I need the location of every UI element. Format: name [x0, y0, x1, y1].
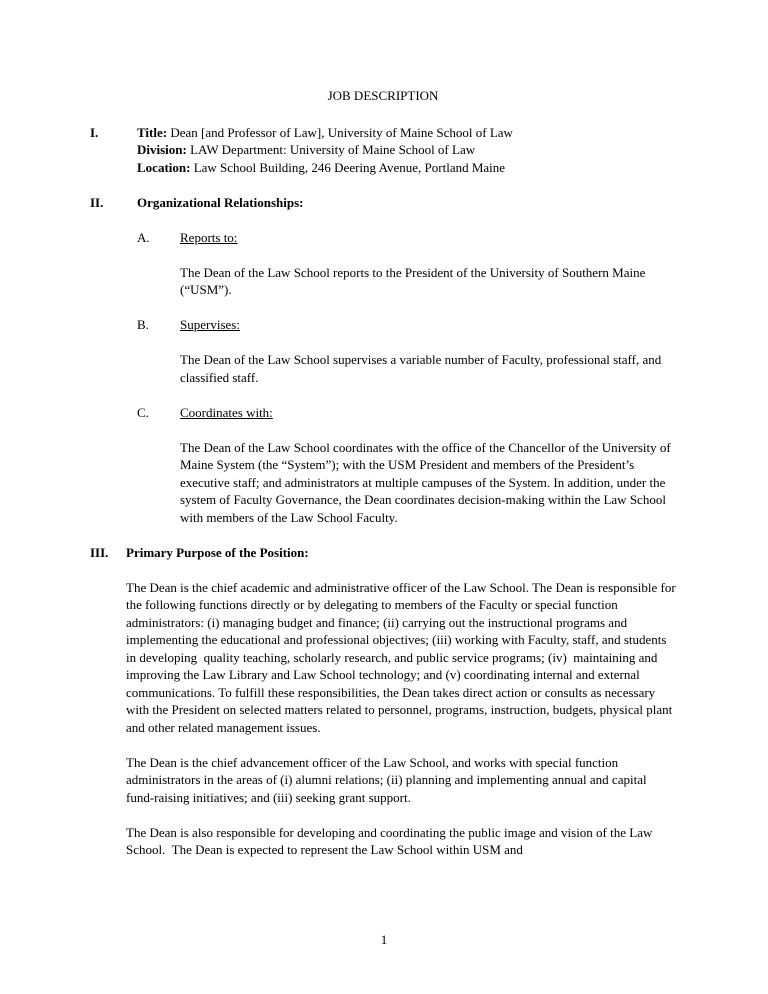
section-iii-heading-row: [90, 544, 676, 562]
subsection-a-body: The Dean of the Law School reports to the President of the University of Southern Maine (“USM”).: [180, 264, 649, 297]
subsection-c-heading-row: [137, 404, 676, 422]
subsection-b-heading: Supervises:: [180, 317, 240, 332]
page-number: 1: [380, 931, 388, 947]
doc-title: JOB DESCRIPTION: [327, 88, 439, 103]
section-ii-heading-row: [90, 194, 676, 212]
subsection-a-letter: A.: [137, 229, 150, 245]
field-line-title: [137, 124, 513, 142]
subsection-c-letter: C.: [137, 404, 149, 420]
field-label-division: Division:: [137, 142, 187, 157]
field-value-title: Dean [and Professor of Law], University of Maine School of Law: [167, 124, 513, 140]
section-i: [90, 124, 676, 194]
field-line-location: [137, 159, 513, 177]
field-line-division: [137, 141, 513, 159]
paragraph-primary-purpose-1: The Dean is the chief academic and administrative officer of the Law School. The Dean is responsible for the following functions directly or by delegating to members of the Faculty or special function administrators: (i) managing budget and finance; (ii) carrying out the instructional programs and implementing the educational and professional objectives; (iii) working with Faculty, staff, and students in developing quality teaching, scholarly research, and public service programs; (iv) maintaining and improving the Law Library and Law School technology; and (v) coordinating internal and external communications. To fulfill these responsibilities, the Dean takes direct action or consults as necessary with the President on selected matters related to personnel, programs, instruction, budgets, physical plant and other related management issues.: [126, 579, 679, 735]
section-iii-numeral: III.: [90, 544, 109, 560]
subsection-b-heading-row: [137, 316, 676, 334]
field-value-location: Law School Building, 246 Deering Avenue, Portland Maine: [190, 159, 506, 175]
field-label-location: Location:: [137, 159, 191, 175]
subsection-a-heading-row: [137, 229, 676, 247]
subsection-c-body: The Dean of the Law School coordinates with the office of the Chancellor of the University of Maine System (the “System”); with the USM President and members of the President’s executive staff; and administrators at multiple campuses of the System. In addition, under the system of Faculty Governance, the Dean coordinates decision-making within the Law School with members of the Law School Faculty.: [180, 439, 674, 525]
section-i-fields: [137, 124, 513, 194]
section-ii-numeral: II.: [90, 194, 104, 210]
section-ii-heading: Organizational Relationships:: [137, 194, 304, 210]
section-iii-heading: Primary Purpose of the Position:: [126, 544, 309, 560]
field-label-title: Title:: [137, 124, 168, 140]
paragraph-primary-purpose-3: The Dean is also responsible for developing and coordinating the public image and vision of the Law School. The Dean is expected to represent the Law School within USM and: [126, 824, 656, 857]
subsection-b-body: The Dean of the Law School supervises a variable number of Faculty, professional staff, and classified staff.: [180, 352, 665, 385]
subsection-c-heading: Coordinates with:: [180, 404, 273, 420]
subsection-a-heading: Reports to:: [180, 229, 238, 245]
field-value-division: LAW Department: University of Maine School of Law: [186, 142, 476, 157]
paragraph-primary-purpose-2: The Dean is the chief advancement officer of the Law School, and works with special function administrators in the areas of (i) alumni relations; (ii) planning and implementing annual and capital fund-raising initiatives; and (iii) seeking grant support.: [126, 754, 650, 805]
subsection-b-letter: B.: [137, 317, 149, 332]
section-i-numeral: I.: [90, 124, 99, 140]
